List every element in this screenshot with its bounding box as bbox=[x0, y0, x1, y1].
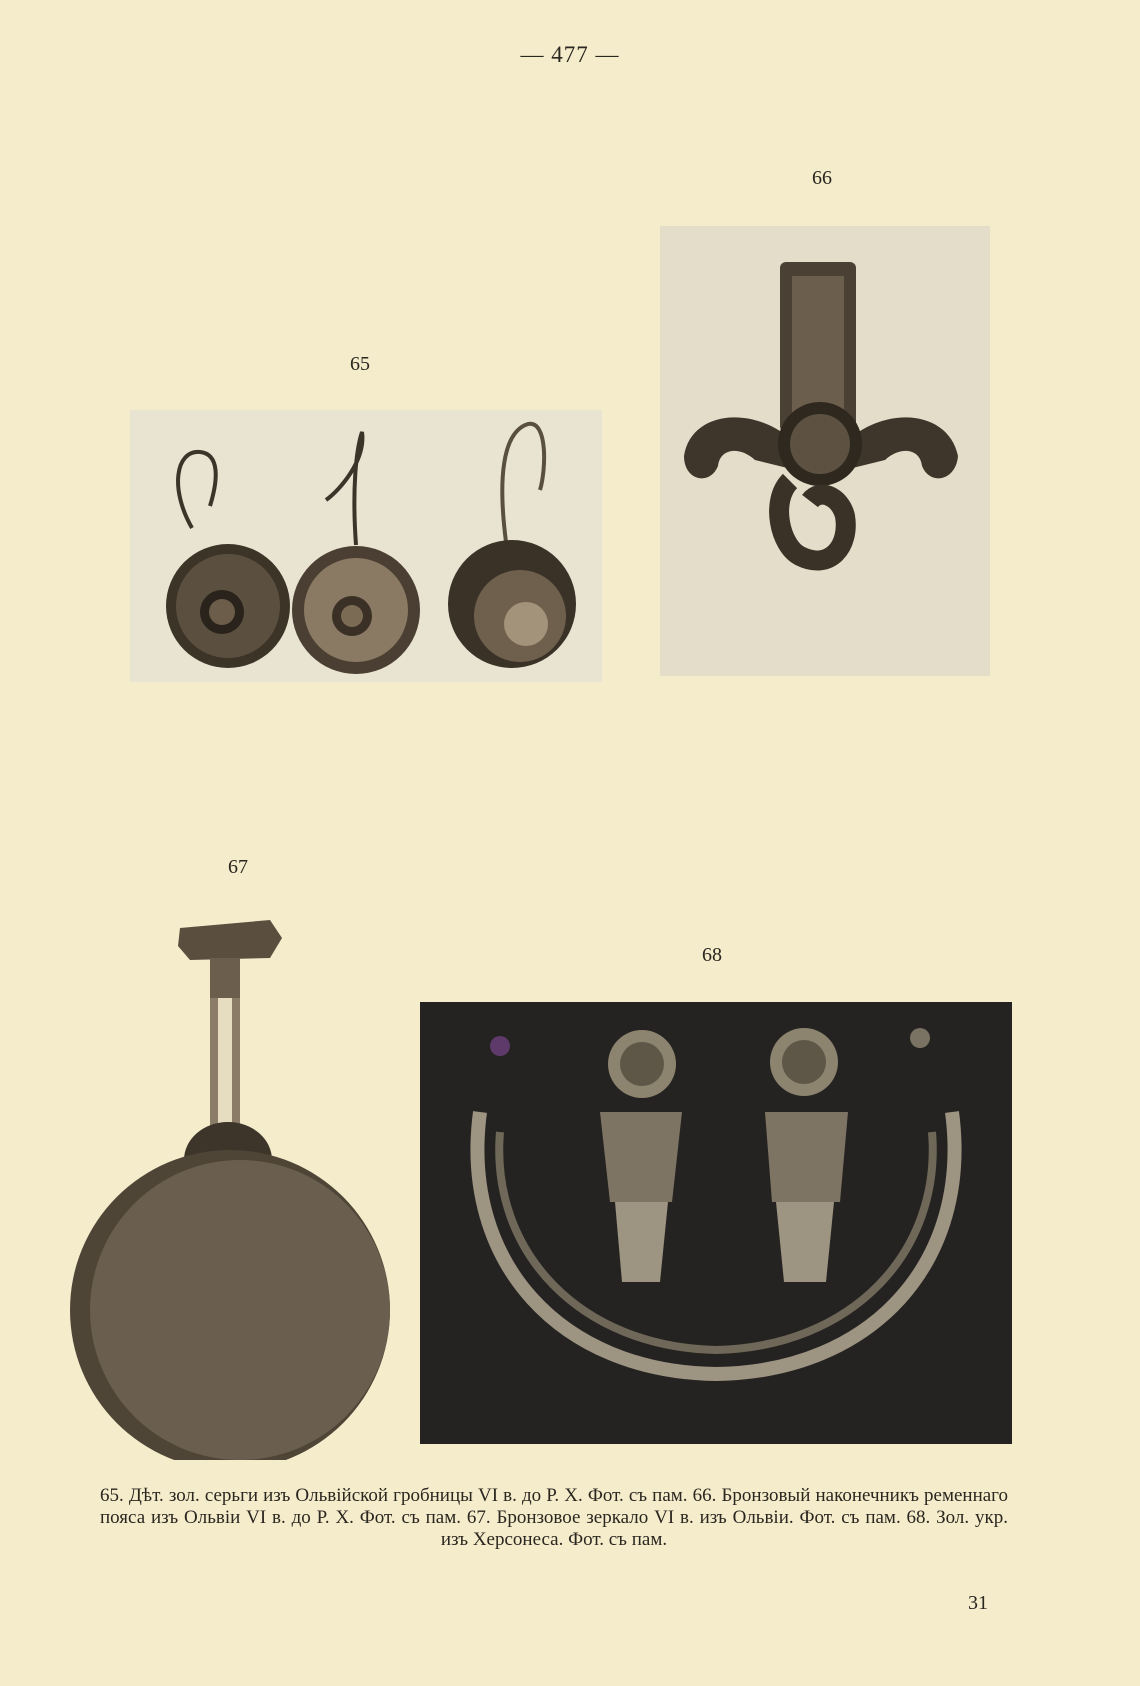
figure-label-68: 68 bbox=[702, 944, 722, 966]
figure-caption: 65. Дѣт. зол. серьги изъ Ольвійской гробницы VI в. до Р. Х. Фот. съ пам. 66. Бронзовый наконечникъ ременнаго пояса изъ Ольвіи VI в. до Р. Х. Фот. съ пам. 67. Бронзовое зеркало VI в. изъ Ольвіи. Фот. съ пам. 68. Зол. укр. изъ Херсонеса. Фот. съ пам. bbox=[100, 1485, 1008, 1550]
page-number: — 477 — bbox=[520, 42, 620, 67]
earrings-photo bbox=[130, 410, 602, 682]
figure-label-65: 65 bbox=[350, 353, 370, 375]
belt-tip-photo bbox=[660, 226, 990, 676]
figure-label-67: 67 bbox=[228, 856, 248, 878]
necklace-photo bbox=[420, 1002, 1012, 1444]
figure-label-66: 66 bbox=[812, 167, 832, 189]
bronze-mirror-photo bbox=[70, 898, 400, 1460]
signature-mark: 31 bbox=[968, 1592, 988, 1614]
